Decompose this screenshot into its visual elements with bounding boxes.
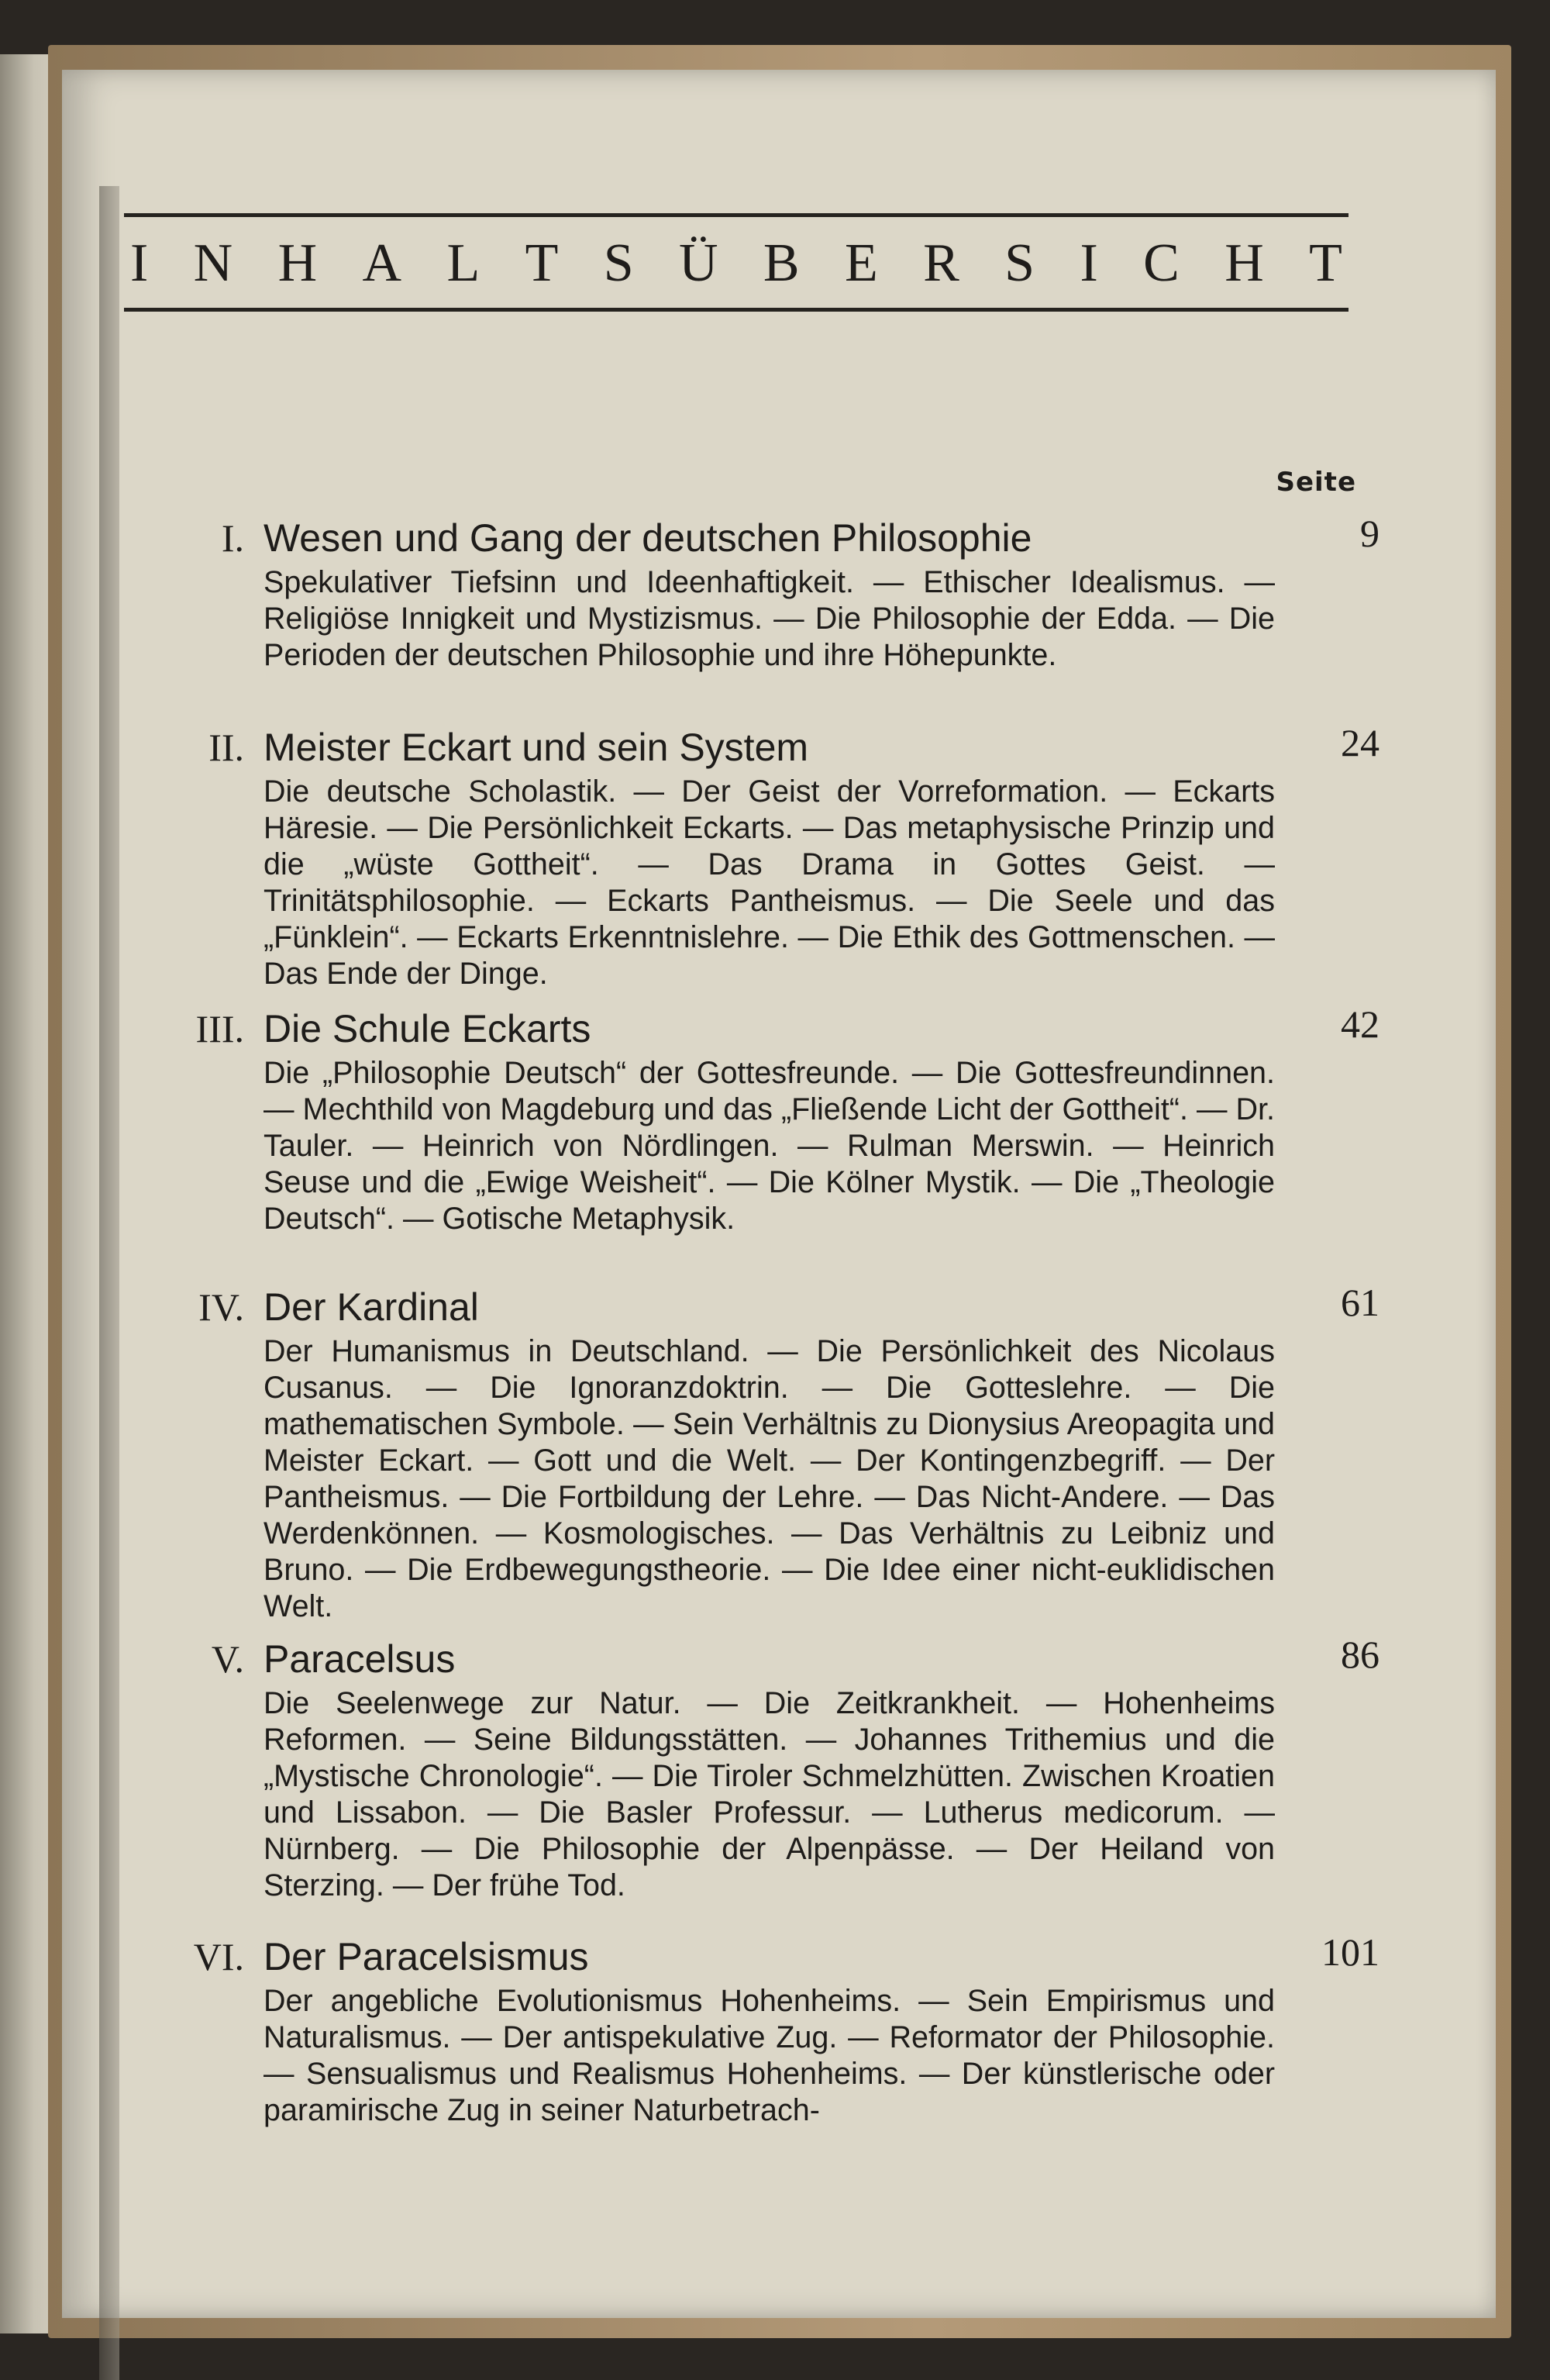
toc-entry-heading (124, 1930, 1380, 1983)
chapter-title: Paracelsus (264, 1637, 456, 1681)
title-letter: A (362, 233, 402, 293)
header-rule-bottom (124, 308, 1348, 312)
title-letter: R (923, 233, 959, 293)
page-gutter (99, 186, 119, 2380)
page-number: 86 (1341, 1633, 1380, 1676)
chapter-numeral: VI. (193, 1935, 244, 1978)
title-letter: S (1004, 233, 1035, 293)
chapter-summary: Die Seelenwege zur Natur. — Die Zeitkrankheit. — Hohenheims Reformen. — Seine Bildungsstätten. — Johannes Trithemius und die „Mystische Chronologie“. — Die Tiroler Schmelzhütten. Zwischen Kroatien und Lissabon. — Die Basler Professur. — Lutherus medicorum. — Nürnberg. — Die Philosophie der Alpenpässe. — Der Heiland von Sterzing. — Der frühe Tod. (264, 1686, 1275, 1902)
title-letter: L (446, 233, 480, 293)
page-number: 101 (1321, 1930, 1380, 1974)
page-column-label: Seite (1276, 467, 1356, 498)
toc-entry (124, 1281, 1380, 1625)
title-letter: T (1309, 233, 1342, 293)
chapter-summary: Die „Philosophie Deutsch“ der Gottesfreunde. — Die Gottesfreundinnen. — Mechthild von Magdeburg und das „Fließende Licht der Gottheit“. — Dr. Tauler. — Heinrich von Nördlingen. — Rulman Merswin. — Heinrich Seuse und die „Ewige Weisheit“. — Die Kölner Mystik. — Die „Theologie Deutsch“. — Gotische Metaphysik. (264, 1056, 1275, 1236)
title-letter: I (1080, 233, 1098, 293)
chapter-summary: Der angebliche Evolutionismus Hohenheims. — Sein Empirismus und Naturalismus. — Der antispekulative Zug. — Reformator der Philosophie. — Sensualismus und Realismus Hohenheims. — Der künstlerische oder paramirische Zug in seiner Naturbetrach- (264, 1984, 1275, 2127)
chapter-title: Der Paracelsismus (264, 1935, 589, 1978)
title-letter: H (277, 233, 318, 293)
chapter-summary: Der Humanismus in Deutschland. — Die Persönlichkeit des Nicolaus Cusanus. — Die Ignoranzdoktrin. — Die Gotteslehre. — Die mathematischen Symbole. — Sein Verhältnis zu Dionysius Areopagita und Meister Eckart. — Gott und die Welt. — Der Kontingenzbegriff. — Der Pantheismus. — Die Fortbildung der Lehre. — Das Nicht-Andere. — Das Werdenkönnen. — Kosmologisches. — Das Verhältnis zu Leibniz und Bruno. — Die Erdbewegungstheorie. — Die Idee einer nicht-euklidischen Welt. (264, 1334, 1275, 1623)
title-letter: T (525, 233, 559, 293)
chapter-summary: Spekulativer Tiefsinn und Ideenhaftigkeit. — Ethischer Idealismus. — Religiöse Innigkeit und Mystizismus. — Die Philosophie der Edda. — Die Perioden der deutschen Philosophie und ihre Höhepunkte. (264, 565, 1275, 672)
title-letter: Ü (678, 233, 718, 293)
title-letter: H (1224, 233, 1264, 293)
title-letter: I (130, 233, 149, 293)
chapter-numeral: V. (211, 1637, 244, 1681)
chapter-numeral: III. (195, 1007, 244, 1050)
toc-entry-heading (124, 721, 1380, 774)
title-letter: N (193, 233, 233, 293)
chapter-title: Der Kardinal (264, 1285, 479, 1329)
title-letter: E (844, 233, 878, 293)
header-rule-top (124, 213, 1348, 217)
chapter-title: Meister Eckart und sein System (264, 726, 809, 769)
toc-entry-heading (124, 1633, 1380, 1685)
page-number: 24 (1341, 721, 1380, 764)
chapter-summary: Die deutsche Scholastik. — Der Geist der Vorreformation. — Eckarts Häresie. — Die Persönlichkeit Eckarts. — Das metaphysische Prinzip und die „wüste Gottheit“. — Das Drama in Gottes Geist. — Trinitätsphilosophie. — Eckarts Pantheismus. — Die Seele und das „Fünklein“. — Eckarts Erkenntnislehre. — Die Ethik des Gottmenschen. — Das Ende der Dinge. (264, 774, 1275, 991)
toc-entry (124, 1930, 1380, 2129)
chapter-title: Wesen und Gang der deutschen Philosophie (264, 516, 1032, 560)
toc-entry (124, 512, 1380, 674)
page-number: 42 (1341, 1002, 1380, 1046)
toc-entry-heading (124, 1281, 1380, 1333)
chapter-numeral: I. (221, 516, 244, 560)
toc-entry-heading (124, 1002, 1380, 1055)
title-letter: C (1143, 233, 1180, 293)
toc-entry (124, 1002, 1380, 1237)
chapter-numeral: IV. (198, 1285, 244, 1329)
page-number: 9 (1360, 512, 1380, 555)
toc-entry (124, 721, 1380, 992)
chapter-numeral: II. (208, 726, 244, 769)
toc-entry-heading (124, 512, 1380, 564)
page-number: 61 (1341, 1281, 1380, 1324)
toc-entry (124, 1633, 1380, 1904)
chapter-title: Die Schule Eckarts (264, 1007, 591, 1050)
title-letter: B (763, 233, 800, 293)
title-letter: S (603, 233, 634, 293)
book-page (62, 70, 1496, 2318)
page-title (124, 225, 1348, 302)
